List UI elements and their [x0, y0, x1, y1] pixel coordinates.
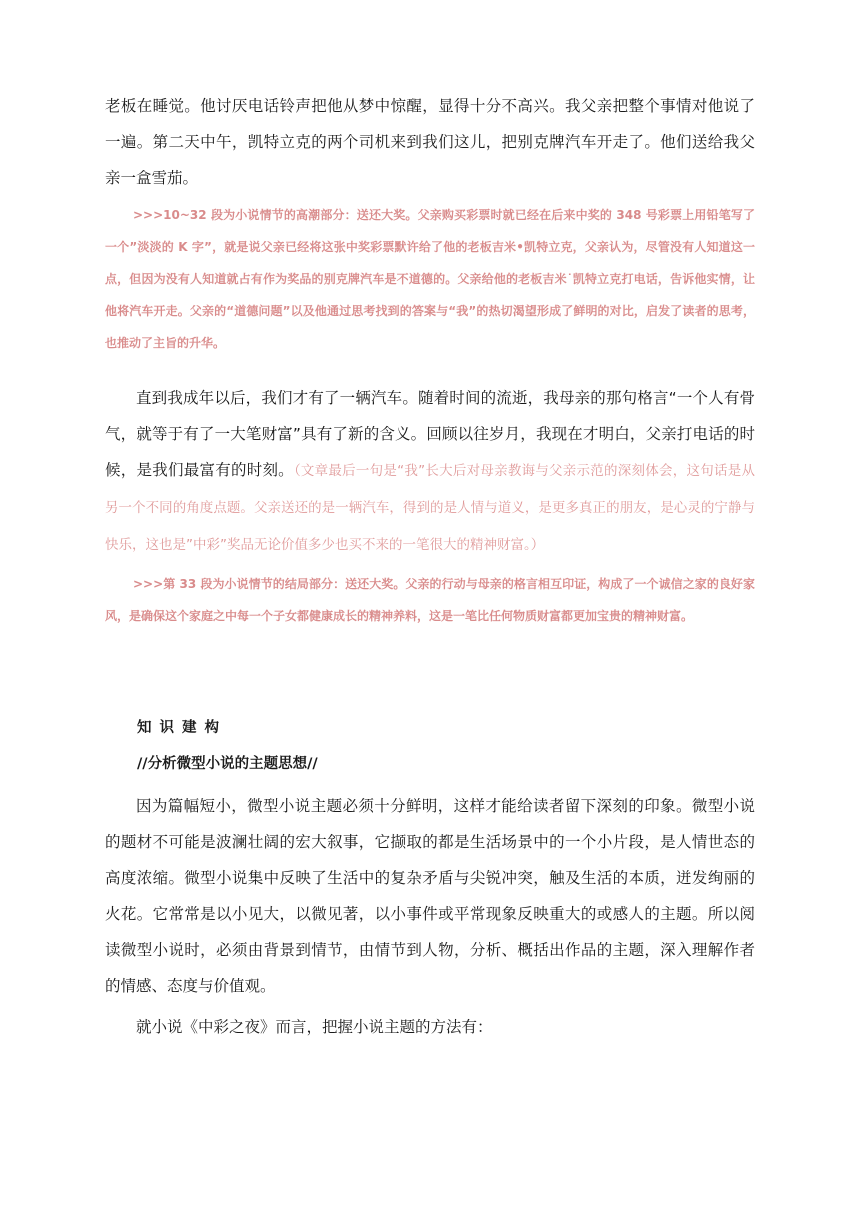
paragraph-method-intro: 就小说《中彩之夜》而言，把握小说主题的方法有：	[136, 1018, 493, 1036]
paragraph-story-continuation: 老板在睡觉。他讨厌电话铃声把他从梦中惊醒，显得十分不高兴。我父亲把整个事情对他说了一遍。第二天中午，凯特立克的两个司机来到我们这儿，把别克牌汽车开走了。他们送给我父亲一盒雪茄。	[105, 97, 755, 187]
section-subheading: //分析微型小说的主题思想//	[137, 756, 318, 772]
inline-commentary: （文章最后一句是“我”长大后对母亲教诲与父亲示范的深刻体会，这句话是从另一个不同的角度点题。父亲送还的是一辆汽车，得到的是人情与道义，是更多真正的朋友，是心灵的宁静与快乐，这也是”中彩”奖品无论价值多少也买不来的一笔很大的精神财富。）	[105, 463, 755, 553]
paragraph-story-ending	[105, 380, 755, 563]
annotation-resolution: >>>第 33 段为小说情节的结局部分：送还大奖。父亲的行动与母亲的格言相互印证，构成了一个诚信之家的良好家风，是确保这个家庭之中每一个子女都健康成长的精神养料，这是一笔比任何物质财富都更加宝贵的精神财富。	[105, 577, 755, 623]
paragraph-theme-analysis: 因为篇幅短小，微型小说主题必须十分鲜明，这样才能给读者留下深刻的印象。微型小说的题材不可能是波澜壮阔的宏大叙事，它撷取的都是生活场景中的一个小片段，是人情世态的高度浓缩。微型小说集中反映了生活中的复杂矛盾与尖锐冲突，触及生活的本质，迸发绚丽的火花。它常常是以小见大，以微见著，以小事件或平常现象反映重大的或感人的主题。所以阅读微型小说时，必须由背景到情节，由情节到人物，分析、概括出作品的主题，深入理解作者的情感、态度与价值观。	[105, 797, 755, 995]
paragraph-story-ending-text: 直到我成年以后，我们才有了一辆汽车。随着时间的流逝，我母亲的那句格言“一个人有骨气，就等于有了一大笔财富”具有了新的含义。回顾以往岁月，我现在才明白，父亲打电话的时候，是我们最富有的时刻。	[105, 389, 755, 479]
section-heading: 知识建构	[137, 720, 227, 736]
annotation-climax: >>>10~32 段为小说情节的高潮部分：送还大奖。父亲购买彩票时就已经在后来中奖的 348 号彩票上用铅笔写了一个”淡淡的 K 字”，就是说父亲已经将这张中奖彩票默许给了他的老板吉米•凯特立克，父亲认为，尽管没有人知道这一点，但因为没有人知道就占有作为奖品的别克牌汽车是不道德的。父亲给他的老板吉米˙凯特立克打电话，告诉他实情，让他将汽车开走。父亲的“道德问题”以及他通过思考找到的答案与“我”的热切渴望形成了鲜明的对比，启发了读者的思考，也推动了主旨的升华。	[105, 208, 755, 350]
